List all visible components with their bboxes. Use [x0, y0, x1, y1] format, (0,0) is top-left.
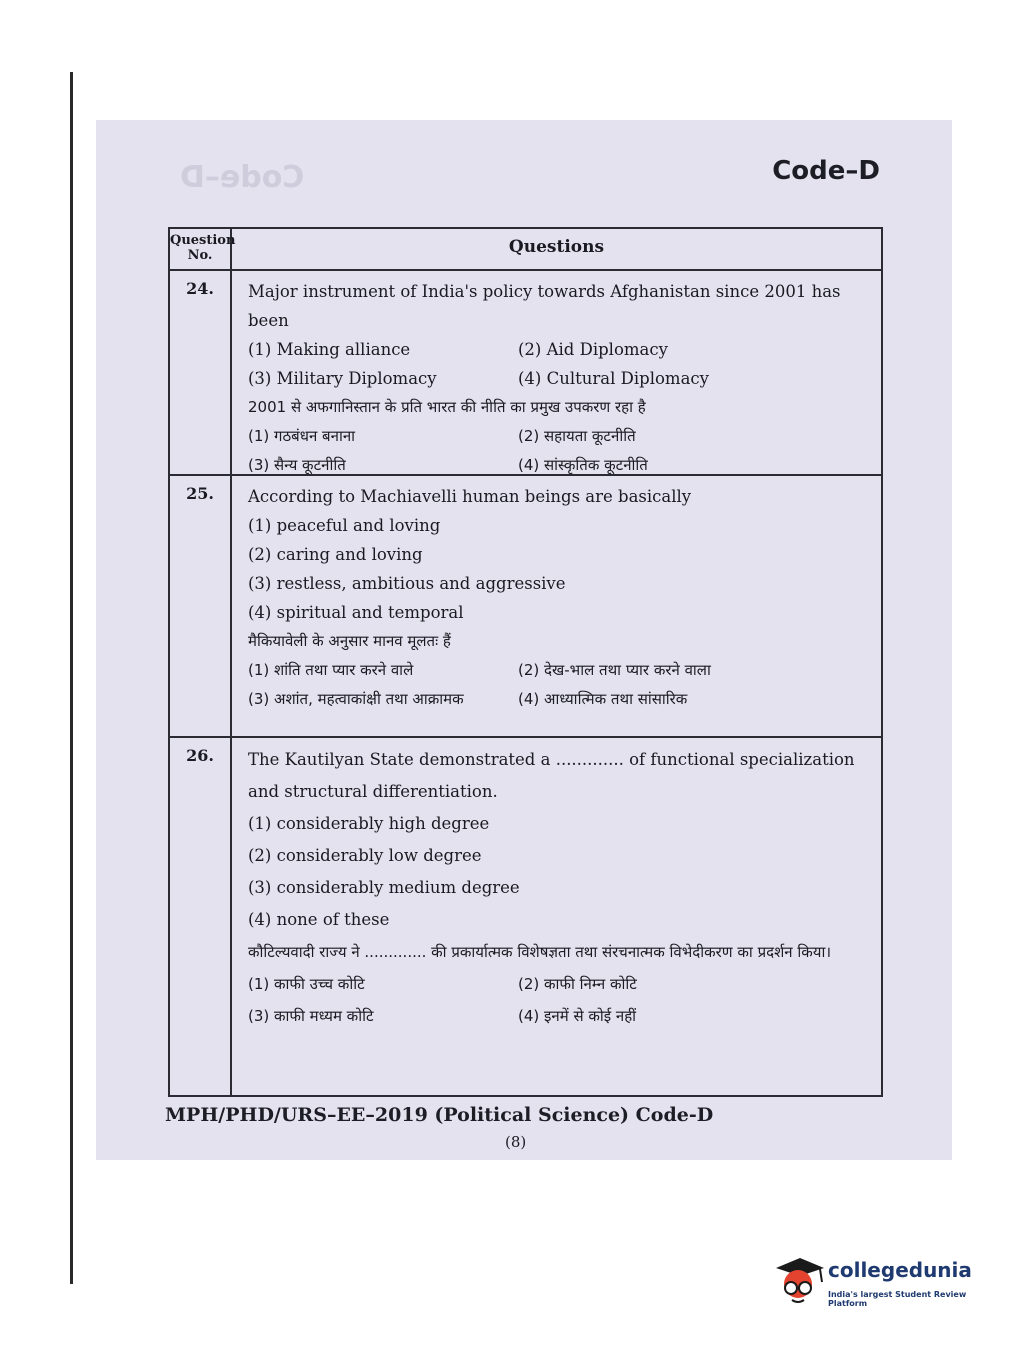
- bleed-through-text: Code–D: [180, 160, 305, 195]
- option-hi: (3) काफी मध्यम कोटि: [248, 1007, 374, 1025]
- header-questions: Questions: [508, 237, 605, 257]
- question-number: 26.: [186, 746, 214, 765]
- option-en: (4) Cultural Diplomacy: [518, 369, 709, 388]
- option-en: (3) restless, ambitious and aggressive: [248, 574, 566, 593]
- question-text-hi: मैकियावेली के अनुसार मानव मूलतः हैं: [248, 632, 451, 650]
- question-row: [170, 474, 881, 738]
- option-hi: (2) देख-भाल तथा प्यार करने वाला: [518, 661, 711, 679]
- option-en: (1) peaceful and loving: [248, 516, 441, 535]
- question-text-en: According to Machiavelli human beings are basically: [248, 487, 692, 506]
- student-mascot-icon: [770, 1250, 826, 1310]
- option-hi: (4) सांस्कृतिक कूटनीति: [518, 456, 648, 474]
- table-header: [170, 229, 881, 271]
- option-en: (1) Making alliance: [248, 340, 411, 359]
- brand-tagline: India's largest Student Review Platform: [828, 1290, 967, 1308]
- paper-code: Code–D: [772, 156, 880, 186]
- option-en: (4) none of these: [248, 910, 390, 929]
- paper-footer: MPH/PHD/URS–EE–2019 (Political Science) Code-D: [165, 1104, 714, 1126]
- option-hi: (2) काफी निम्न कोटि: [518, 975, 637, 993]
- question-table: [168, 227, 883, 1097]
- option-hi: (3) सैन्य कूटनीति: [248, 456, 346, 474]
- question-number: 24.: [186, 279, 214, 298]
- question-row: [170, 736, 881, 1096]
- option-hi: (1) शांति तथा प्यार करने वाले: [248, 661, 414, 679]
- page-number: (8): [505, 1133, 527, 1151]
- option-hi: (1) गठबंधन बनाना: [248, 427, 356, 445]
- question-body: [248, 482, 877, 714]
- option-hi: (2) सहायता कूटनीति: [518, 427, 636, 445]
- header-question-no: Question No.: [170, 229, 232, 269]
- option-en: (3) considerably medium degree: [248, 878, 520, 897]
- question-text-en: Major instrument of India's policy towards Afghanistan since 2001 has been: [248, 282, 841, 330]
- option-en: (3) Military Diplomacy: [248, 369, 437, 388]
- question-row: [170, 269, 881, 476]
- brand-watermark: [770, 1250, 1000, 1320]
- question-number: 25.: [186, 484, 214, 503]
- question-text-hi: 2001 से अफगानिस्तान के प्रति भारत की नीति का प्रमुख उपकरण रहा है: [248, 398, 646, 416]
- option-hi: (4) आध्यात्मिक तथा सांसारिक: [518, 690, 688, 708]
- option-hi: (3) अशांत, महत्वाकांक्षी तथा आक्रामक: [248, 690, 464, 708]
- option-hi: (1) काफी उच्च कोटि: [248, 975, 365, 993]
- question-text-en: The Kautilyan State demonstrated a ............. of functional specialization and structural differentiation.: [248, 750, 855, 801]
- option-en: (2) considerably low degree: [248, 846, 482, 865]
- scan-edge: [70, 72, 73, 1284]
- question-text-hi: कौटिल्यवादी राज्य ने ............. की प्रकार्यात्मक विशेषज्ञता तथा संरचनात्मक विभेदीकरण का प्रदर्शन किया।: [248, 943, 832, 961]
- question-body: [248, 277, 877, 480]
- question-body: [248, 744, 877, 1032]
- option-hi: (4) इनमें से कोई नहीं: [518, 1007, 637, 1025]
- option-en: (2) caring and loving: [248, 545, 423, 564]
- option-en: (2) Aid Diplomacy: [518, 340, 668, 359]
- option-en: (4) spiritual and temporal: [248, 603, 464, 622]
- brand-name: collegedunia: [828, 1258, 972, 1282]
- option-en: (1) considerably high degree: [248, 814, 490, 833]
